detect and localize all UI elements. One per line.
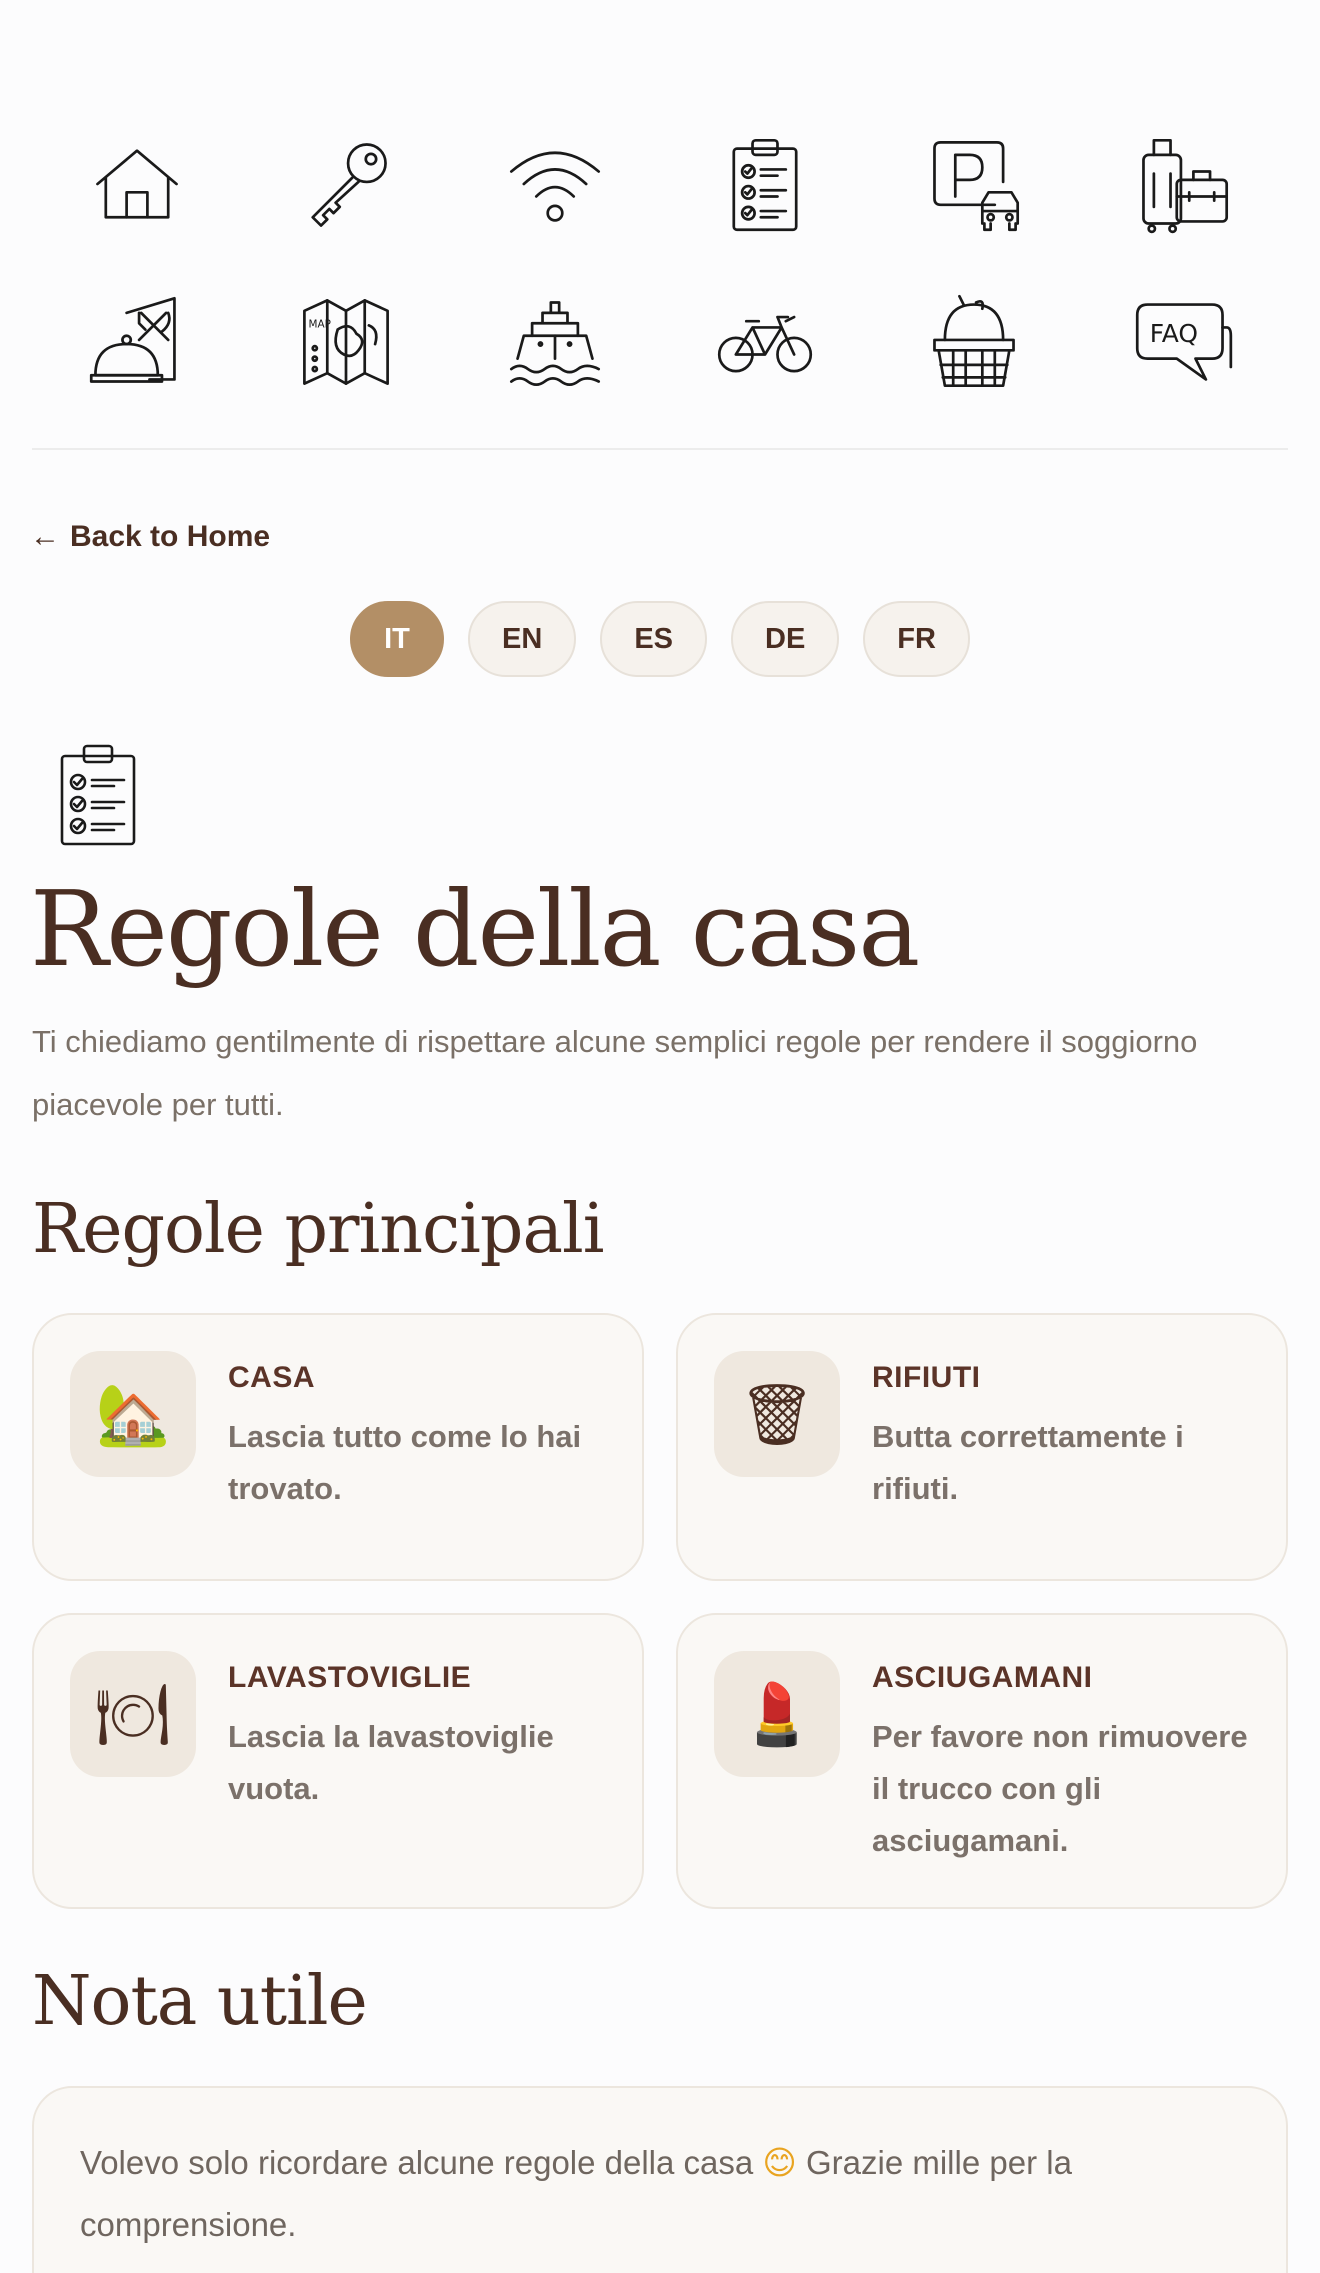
house-with-garden-icon: 🏡 bbox=[70, 1351, 196, 1477]
rule-card-text: Butta correttamente i rifiuti. bbox=[872, 1419, 1184, 1506]
back-to-home-link[interactable] bbox=[30, 520, 270, 554]
language-switcher bbox=[0, 601, 1320, 677]
bicycle-icon[interactable] bbox=[660, 288, 869, 396]
back-link-label: Back to Home bbox=[70, 520, 271, 553]
smiling-face-icon: 😊 bbox=[762, 2143, 797, 2182]
lang-button-de[interactable]: DE bbox=[731, 601, 839, 677]
rule-card-asciugamani bbox=[676, 1613, 1288, 1909]
home-icon[interactable] bbox=[32, 130, 241, 238]
restaurant-menu-icon[interactable] bbox=[32, 288, 241, 396]
note-box bbox=[32, 2086, 1288, 2273]
wifi-icon[interactable] bbox=[451, 130, 660, 238]
checklist-icon bbox=[58, 742, 138, 848]
rule-card-text: Lascia la lavastoviglie vuota. bbox=[228, 1719, 554, 1806]
lang-button-es[interactable]: ES bbox=[600, 601, 707, 677]
parking-icon[interactable] bbox=[869, 130, 1078, 238]
luggage-icon[interactable] bbox=[1079, 130, 1288, 238]
rule-card-label: LAVASTOVIGLIE bbox=[228, 1661, 472, 1694]
plate-cutlery-icon: 🍽 bbox=[70, 1651, 196, 1777]
icon-navigation-grid bbox=[32, 130, 1288, 396]
divider bbox=[32, 448, 1288, 450]
svg-text:FAQ: FAQ bbox=[1150, 319, 1199, 348]
rule-card-lavastoviglie bbox=[32, 1613, 644, 1909]
rule-card-label: ASCIUGAMANI bbox=[872, 1661, 1093, 1694]
rules-cards bbox=[32, 1313, 1288, 1909]
checklist-icon[interactable] bbox=[660, 130, 869, 238]
lang-button-en[interactable]: EN bbox=[468, 601, 576, 677]
ship-icon[interactable] bbox=[451, 288, 660, 396]
lang-button-it[interactable]: IT bbox=[350, 601, 444, 677]
note-section-title: Nota utile bbox=[32, 1962, 367, 2041]
rule-card-label: RIFIUTI bbox=[872, 1361, 981, 1394]
rule-card-text: Per favore non rimuovere il trucco con gli asciugamani. bbox=[872, 1719, 1248, 1858]
page-title: Regole della casa bbox=[30, 868, 919, 990]
note-text-before: Volevo solo ricordare alcune regole della casa bbox=[80, 2144, 754, 2181]
back-arrow-icon: ← bbox=[30, 520, 60, 553]
rules-section-title: Regole principali bbox=[32, 1190, 604, 1269]
shopping-basket-icon[interactable] bbox=[869, 288, 1078, 396]
lang-button-fr[interactable]: FR bbox=[863, 601, 970, 677]
page-subtitle: Ti chiediamo gentilmente di rispettare alcune semplici regole per rendere il soggiorno piacevole per tutti. bbox=[32, 1024, 1198, 1122]
note-text-after: Grazie mille per la comprensione. bbox=[80, 2144, 1072, 2243]
rule-card-text: Lascia tutto come lo hai trovato. bbox=[228, 1419, 582, 1506]
svg-text:MAP: MAP bbox=[308, 318, 331, 331]
rule-card-label: CASA bbox=[228, 1361, 316, 1394]
rule-card-casa bbox=[32, 1313, 644, 1581]
wastebasket-icon: 🗑 bbox=[714, 1351, 840, 1477]
lipstick-icon: 💄 bbox=[714, 1651, 840, 1777]
map-icon[interactable] bbox=[241, 288, 450, 396]
faq-icon[interactable] bbox=[1079, 288, 1288, 396]
key-icon[interactable] bbox=[241, 130, 450, 238]
rule-card-rifiuti bbox=[676, 1313, 1288, 1581]
